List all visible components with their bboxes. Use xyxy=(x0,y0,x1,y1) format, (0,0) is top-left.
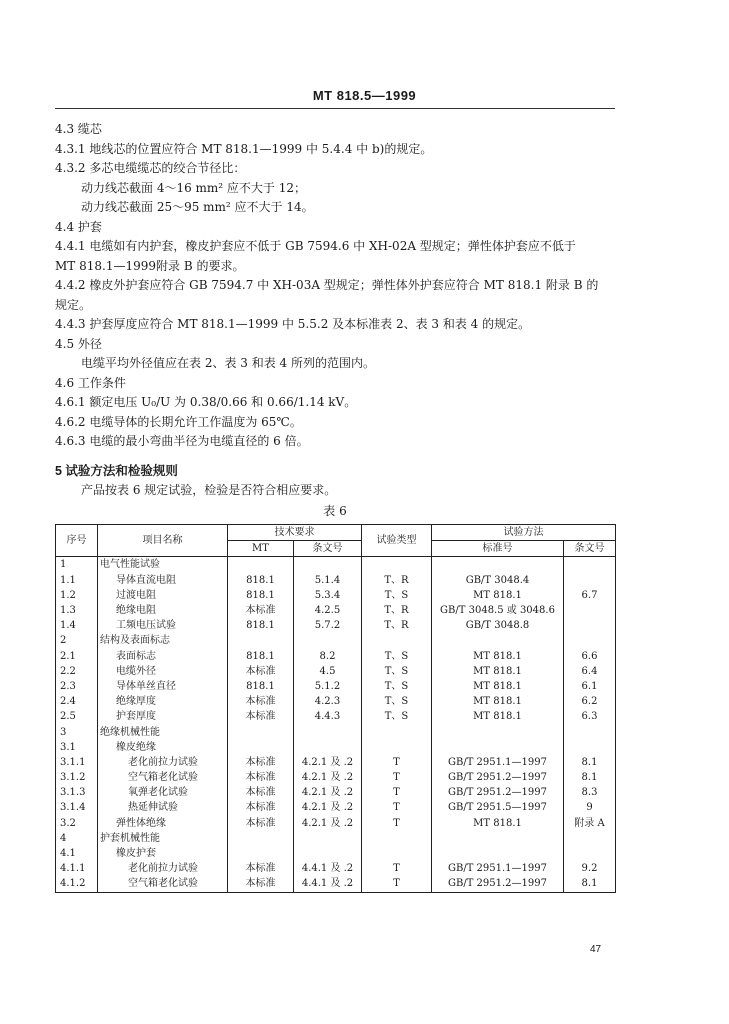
cell-std xyxy=(432,557,564,573)
cell-method-clause xyxy=(564,846,616,861)
cell-seq: 2.3 xyxy=(56,679,98,694)
cell-std: MT 818.1 xyxy=(432,694,564,709)
cell-method-clause xyxy=(564,633,616,648)
clause-line: 4.3.1 地线芯的位置应符合 MT 818.1—1999 中 5.4.4 中 b)的规定。 xyxy=(55,141,433,156)
table-row xyxy=(56,573,616,588)
cell-std: GB/T 2951.2—1997 xyxy=(432,876,564,892)
clause-line: 动力线芯截面 4～16 mm² 应不大于 12； xyxy=(81,180,307,195)
cell-type: T、S xyxy=(362,649,432,664)
cell-mt xyxy=(228,557,294,573)
cell-item: 空气箱老化试验 xyxy=(98,770,228,785)
cell-method-clause: 6.3 xyxy=(564,709,616,724)
cell-clause: 4.2.3 xyxy=(294,694,362,709)
table-row xyxy=(56,800,616,815)
cell-type xyxy=(362,633,432,648)
cell-method-clause: 附录 A xyxy=(564,816,616,831)
cell-item: 导体直流电阻 xyxy=(98,573,228,588)
cell-std: GB/T 2951.2—1997 xyxy=(432,770,564,785)
clause-line: MT 818.1—1999附录 B 的要求。 xyxy=(55,258,245,273)
cell-seq: 3.1.1 xyxy=(56,755,98,770)
cell-type: T xyxy=(362,755,432,770)
clause-line: 4.6.2 电缆导体的长期允许工作温度为 65℃。 xyxy=(55,414,302,429)
header-type: 试验类型 xyxy=(362,525,432,557)
cell-item: 导体单丝直径 xyxy=(98,679,228,694)
cell-method-clause xyxy=(564,603,616,618)
cell-type: T、S xyxy=(362,694,432,709)
cell-clause: 4.5 xyxy=(294,664,362,679)
cell-item: 护套机械性能 xyxy=(98,831,228,846)
page-header: MT 818.5—1999 xyxy=(312,88,417,103)
cell-std: MT 818.1 xyxy=(432,816,564,831)
clause-line: 4.6 工作条件 xyxy=(55,375,126,390)
cell-clause: 4.2.1 及 .2 xyxy=(294,770,362,785)
cell-type: T、R xyxy=(362,573,432,588)
header-mt: MT xyxy=(228,541,294,557)
cell-clause: 4.4.3 xyxy=(294,709,362,724)
cell-seq: 4.1.2 xyxy=(56,876,98,892)
cell-type xyxy=(362,740,432,755)
cell-type: T xyxy=(362,816,432,831)
page-number: 47 xyxy=(590,944,602,955)
cell-clause: 4.2.1 及 .2 xyxy=(294,816,362,831)
cell-seq: 2.5 xyxy=(56,709,98,724)
cell-seq: 2 xyxy=(56,633,98,648)
cell-type: T、R xyxy=(362,603,432,618)
cell-seq: 4.1 xyxy=(56,846,98,861)
cell-method-clause: 6.6 xyxy=(564,649,616,664)
cell-item: 老化前拉力试验 xyxy=(98,861,228,876)
cell-seq: 3.1.3 xyxy=(56,785,98,800)
cell-clause: 8.2 xyxy=(294,649,362,664)
cell-item: 表面标志 xyxy=(98,649,228,664)
cell-item: 电缆外径 xyxy=(98,664,228,679)
cell-seq: 4.1.1 xyxy=(56,861,98,876)
cell-seq: 2.1 xyxy=(56,649,98,664)
cell-mt: 本标准 xyxy=(228,861,294,876)
cell-clause: 5.1.2 xyxy=(294,679,362,694)
cell-seq: 1.1 xyxy=(56,573,98,588)
clause-line: 电缆平均外径值应在表 2、表 3 和表 4 所列的范围内。 xyxy=(81,356,375,370)
cell-std xyxy=(432,846,564,861)
cell-std: GB/T 2951.1—1997 xyxy=(432,755,564,770)
cell-mt xyxy=(228,831,294,846)
cell-mt: 本标准 xyxy=(228,785,294,800)
cell-seq: 2.2 xyxy=(56,664,98,679)
table-row xyxy=(56,861,616,876)
cell-std xyxy=(432,740,564,755)
table-row xyxy=(56,709,616,724)
cell-clause xyxy=(294,846,362,861)
cell-type xyxy=(362,724,432,739)
cell-std: GB/T 2951.5—1997 xyxy=(432,800,564,815)
clause-line: 动力线芯截面 25～95 mm² 应不大于 14。 xyxy=(81,200,314,214)
cell-std: GB/T 3048.8 xyxy=(432,618,564,633)
cell-clause: 4.4.1 及 .2 xyxy=(294,876,362,892)
cell-std: MT 818.1 xyxy=(432,709,564,724)
cell-seq: 1.3 xyxy=(56,603,98,618)
cell-method-clause xyxy=(564,831,616,846)
cell-mt: 本标准 xyxy=(228,876,294,892)
cell-item: 电气性能试验 xyxy=(98,557,228,573)
header-seq: 序号 xyxy=(56,525,98,557)
cell-type: T、S xyxy=(362,709,432,724)
cell-seq: 1.2 xyxy=(56,588,98,603)
cell-method-clause: 6.2 xyxy=(564,694,616,709)
table-row xyxy=(56,876,616,892)
section-5-heading: 5 试验方法和检验规则 xyxy=(55,463,178,478)
clause-line: 4.4 护套 xyxy=(55,219,102,234)
cell-std: GB/T 3048.4 xyxy=(432,573,564,588)
cell-clause: 5.1.4 xyxy=(294,573,362,588)
section-5-intro: 产品按表 6 规定试验，检验是否符合相应要求。 xyxy=(81,483,337,497)
table-row xyxy=(56,694,616,709)
cell-clause: 5.3.4 xyxy=(294,588,362,603)
header-mclause: 条文号 xyxy=(564,541,616,557)
cell-type: T、S xyxy=(362,679,432,694)
cell-mt: 818.1 xyxy=(228,588,294,603)
cell-seq: 3.1.4 xyxy=(56,800,98,815)
cell-item: 橡皮护套 xyxy=(98,846,228,861)
cell-std: MT 818.1 xyxy=(432,664,564,679)
cell-mt: 本标准 xyxy=(228,664,294,679)
clause-line: 4.3 缆芯 xyxy=(55,122,102,136)
cell-method-clause xyxy=(564,573,616,588)
cell-clause: 4.2.1 及 .2 xyxy=(294,800,362,815)
cell-clause: 4.2.1 及 .2 xyxy=(294,785,362,800)
cell-method-clause: 8.1 xyxy=(564,755,616,770)
cell-method-clause xyxy=(564,618,616,633)
cell-clause: 4.4.1 及 .2 xyxy=(294,861,362,876)
cell-std xyxy=(432,724,564,739)
table-body xyxy=(56,557,616,892)
cell-std: MT 818.1 xyxy=(432,588,564,603)
cell-method-clause xyxy=(564,724,616,739)
cell-method-clause: 6.4 xyxy=(564,664,616,679)
cell-method-clause: 9.2 xyxy=(564,861,616,876)
cell-type: T xyxy=(362,861,432,876)
table-row xyxy=(56,724,616,739)
cell-mt: 818.1 xyxy=(228,573,294,588)
cell-item: 护套厚度 xyxy=(98,709,228,724)
header-std: 标准号 xyxy=(432,541,564,557)
cell-mt xyxy=(228,633,294,648)
table-row xyxy=(56,846,616,861)
cell-std: GB/T 2951.1—1997 xyxy=(432,861,564,876)
table-row xyxy=(56,785,616,800)
clause-line: 4.4.2 橡皮外护套应符合 GB 7594.7 中 XH-03A 型规定；弹性体外护套应符合 MT 818.1 附录 B 的 xyxy=(55,278,599,292)
cell-item: 过渡电阻 xyxy=(98,588,228,603)
cell-std: MT 818.1 xyxy=(432,649,564,664)
clause-line: 4.6.1 额定电压 U₀/U 为 0.38/0.66 和 0.66/1.14 kV。 xyxy=(55,395,357,409)
cell-seq: 4 xyxy=(56,831,98,846)
cell-mt: 本标准 xyxy=(228,694,294,709)
cell-std: GB/T 2951.2—1997 xyxy=(432,785,564,800)
clause-line: 4.4.1 电缆如有内护套，橡皮护套应不低于 GB 7594.6 中 XH-02A 型规定；弹性体护套应不低于 xyxy=(55,239,576,253)
cell-method-clause: 9 xyxy=(564,800,616,815)
cell-type: T、R xyxy=(362,618,432,633)
test-methods-table xyxy=(55,524,616,893)
table-row xyxy=(56,831,616,846)
cell-seq: 2.4 xyxy=(56,694,98,709)
clause-line: 4.4.3 护套厚度应符合 MT 818.1—1999 中 5.5.2 及本标准表 2、表 3 和表 4 的规定。 xyxy=(55,317,531,331)
header-method: 试验方法 xyxy=(432,525,616,541)
cell-clause xyxy=(294,740,362,755)
cell-mt: 本标准 xyxy=(228,603,294,618)
table-row xyxy=(56,816,616,831)
cell-type xyxy=(362,846,432,861)
table-row xyxy=(56,618,616,633)
cell-mt xyxy=(228,846,294,861)
cell-std xyxy=(432,831,564,846)
cell-item: 空气箱老化试验 xyxy=(98,876,228,892)
table-row xyxy=(56,755,616,770)
cell-item: 绝缘厚度 xyxy=(98,694,228,709)
cell-clause: 4.2.1 及 .2 xyxy=(294,755,362,770)
cell-seq: 3.1 xyxy=(56,740,98,755)
cell-clause xyxy=(294,633,362,648)
cell-mt: 818.1 xyxy=(228,649,294,664)
cell-mt: 本标准 xyxy=(228,755,294,770)
cell-seq: 1.4 xyxy=(56,618,98,633)
cell-std: MT 818.1 xyxy=(432,679,564,694)
document-body xyxy=(55,120,615,893)
cell-mt: 本标准 xyxy=(228,770,294,785)
cell-method-clause: 6.1 xyxy=(564,679,616,694)
table-row xyxy=(56,588,616,603)
cell-mt: 本标准 xyxy=(228,709,294,724)
cell-std xyxy=(432,633,564,648)
cell-mt xyxy=(228,724,294,739)
cell-clause: 4.2.5 xyxy=(294,603,362,618)
cell-seq: 3 xyxy=(56,724,98,739)
table-row xyxy=(56,649,616,664)
clause-line: 4.3.2 多芯电缆缆芯的绞合节径比： xyxy=(55,161,246,175)
cell-type: T xyxy=(362,785,432,800)
cell-method-clause: 6.7 xyxy=(564,588,616,603)
cell-mt: 本标准 xyxy=(228,816,294,831)
cell-mt: 818.1 xyxy=(228,679,294,694)
table-row xyxy=(56,603,616,618)
cell-mt xyxy=(228,740,294,755)
cell-item: 热延伸试验 xyxy=(98,800,228,815)
table-row xyxy=(56,664,616,679)
clause-list xyxy=(55,120,615,452)
cell-type xyxy=(362,831,432,846)
cell-seq: 3.1.2 xyxy=(56,770,98,785)
cell-type: T、S xyxy=(362,588,432,603)
cell-method-clause xyxy=(564,740,616,755)
cell-type xyxy=(362,557,432,573)
cell-mt: 818.1 xyxy=(228,618,294,633)
cell-clause xyxy=(294,831,362,846)
header-item: 项目名称 xyxy=(98,525,228,557)
cell-method-clause: 8.1 xyxy=(564,770,616,785)
cell-item: 橡皮绝缘 xyxy=(98,740,228,755)
cell-std: GB/T 3048.5 或 3048.6 xyxy=(432,603,564,618)
cell-item: 绝缘电阻 xyxy=(98,603,228,618)
clause-line: 规定。 xyxy=(55,297,92,312)
header-tech: 技术要求 xyxy=(228,525,362,541)
table-row xyxy=(56,679,616,694)
table-row xyxy=(56,557,616,573)
cell-item: 工频电压试验 xyxy=(98,618,228,633)
table-row xyxy=(56,740,616,755)
cell-type: T xyxy=(362,800,432,815)
cell-item: 弹性体绝缘 xyxy=(98,816,228,831)
cell-clause: 5.7.2 xyxy=(294,618,362,633)
cell-item: 老化前拉力试验 xyxy=(98,755,228,770)
cell-seq: 1 xyxy=(56,557,98,573)
cell-method-clause: 8.3 xyxy=(564,785,616,800)
header-clause: 条文号 xyxy=(294,541,362,557)
table-row xyxy=(56,633,616,648)
clause-line: 4.5 外径 xyxy=(55,336,102,351)
cell-mt: 本标准 xyxy=(228,800,294,815)
cell-clause xyxy=(294,557,362,573)
cell-item: 结构及表面标志 xyxy=(98,633,228,648)
cell-item: 绝缘机械性能 xyxy=(98,724,228,739)
cell-method-clause: 8.1 xyxy=(564,876,616,892)
table-row xyxy=(56,770,616,785)
clause-line: 4.6.3 电缆的最小弯曲半径为电缆直径的 6 倍。 xyxy=(55,434,309,448)
cell-type: T xyxy=(362,876,432,892)
cell-clause xyxy=(294,724,362,739)
cell-seq: 3.2 xyxy=(56,816,98,831)
header-divider xyxy=(55,108,615,109)
table-caption: 表 6 xyxy=(323,503,347,518)
cell-method-clause xyxy=(564,557,616,573)
cell-type: T、S xyxy=(362,664,432,679)
cell-type: T xyxy=(362,770,432,785)
cell-item: 氧弹老化试验 xyxy=(98,785,228,800)
